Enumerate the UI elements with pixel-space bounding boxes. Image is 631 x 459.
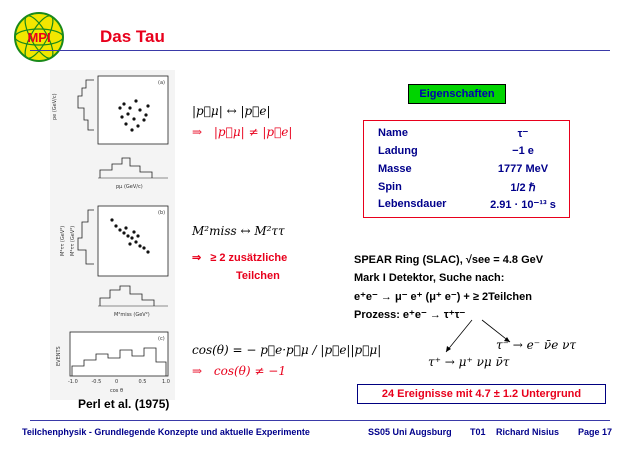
angle-result-text: cos(θ) ≠ −1 xyxy=(213,364,286,378)
experiment-line: SPEAR Ring (SLAC), √see = 4.8 GeV xyxy=(354,254,544,266)
momentum-result xyxy=(192,125,292,139)
property-key: Masse xyxy=(378,163,412,175)
experiment-line: e⁺e⁻ → μ⁻ e⁺ (μ⁺ e⁻) + ≥ 2Teilchen xyxy=(354,291,532,303)
process-line: Prozess: e⁺e⁻ → τ⁺τ⁻ xyxy=(354,309,466,321)
svg-text:pe (GeV/c): pe (GeV/c) xyxy=(52,93,58,120)
mass-result xyxy=(192,251,287,264)
svg-text:cos θ: cos θ xyxy=(110,388,124,394)
citation: Perl et al. (1975) xyxy=(78,397,170,411)
angle-formula: cos(θ) = − p⃗e·p⃗μ / |p⃗e||p⃗μ| xyxy=(192,343,382,357)
implies-arrow: ⇒ xyxy=(192,125,203,139)
property-key: Spin xyxy=(378,181,402,193)
x-tick-label: 0 xyxy=(115,379,119,385)
properties-box xyxy=(363,120,570,218)
mass-comparison: M²miss ↔ M²ττ xyxy=(192,224,285,238)
property-row xyxy=(378,181,558,198)
mass-result-text: ≥ 2 zusätzliche xyxy=(210,252,288,264)
x-tick-label: -0.5 xyxy=(91,379,102,385)
x-tick-label: 0.5 xyxy=(138,379,147,385)
property-row xyxy=(378,163,558,180)
page-title: Das Tau xyxy=(100,27,165,46)
footer-divider xyxy=(30,420,610,421)
svg-text:pμ (GeV/c): pμ (GeV/c) xyxy=(116,184,143,190)
footer-code: T01 xyxy=(470,427,486,437)
property-value: 1777 MeV xyxy=(497,163,549,175)
svg-text:M²ττ (GeV²): M²ττ (GeV²) xyxy=(70,225,76,256)
footer-author: Richard Nisius xyxy=(496,427,560,437)
property-row xyxy=(378,127,558,144)
implies-arrow: ⇒ xyxy=(192,252,202,264)
property-value: 2.91 · 10⁻¹³ s xyxy=(490,199,556,211)
property-row xyxy=(378,198,558,215)
footer-semester: SS05 Uni Augsburg xyxy=(368,427,452,437)
footer-page: Page 17 xyxy=(578,427,613,437)
svg-text:(b): (b) xyxy=(158,210,166,216)
momentum-result-text: |p⃗μ| ≠ |p⃗e| xyxy=(213,125,293,139)
perl-plots-figure xyxy=(50,70,175,400)
property-row xyxy=(378,145,558,162)
svg-text:(c): (c) xyxy=(158,336,165,342)
property-value: −1 e xyxy=(512,145,534,157)
experiment-line: Mark I Detektor, Suche nach: xyxy=(354,272,505,284)
svg-text:EVENTS: EVENTS xyxy=(56,346,62,366)
header-divider xyxy=(30,50,610,51)
svg-text:M²miss (GeV²): M²miss (GeV²) xyxy=(114,312,150,318)
property-value: τ⁻ xyxy=(517,128,529,140)
x-tick-label: -1.0 xyxy=(68,379,78,385)
angle-result xyxy=(192,364,286,378)
mass-result-line2: Teilchen xyxy=(236,270,280,282)
property-value: 1/2 ℏ xyxy=(510,182,536,194)
properties-badge: Eigenschaften xyxy=(408,84,506,104)
svg-text:(a): (a) xyxy=(158,80,165,86)
footer-course: Teilchenphysik - Grundlegende Konzepte und aktuelle Experimente xyxy=(22,427,310,437)
momentum-comparison: |p⃗μ| ↔ |p⃗e| xyxy=(192,104,271,118)
svg-text:MPI: MPI xyxy=(27,30,51,45)
implies-arrow: ⇒ xyxy=(192,364,203,378)
property-key: Lebensdauer xyxy=(378,198,447,210)
events-result-box: 24 Ereignisse mit 4.7 ± 1.2 Untergrund xyxy=(357,384,606,404)
property-key: Ladung xyxy=(378,145,418,157)
tau-plus-decay: τ⁺ → μ⁺ νμ ν̄τ xyxy=(428,355,510,369)
mpi-logo xyxy=(12,10,66,64)
property-key: Name xyxy=(378,127,408,139)
tau-minus-decay: τ⁻ → e⁻ ν̄e ντ xyxy=(496,338,577,352)
svg-text:M²ττ (GeV²): M²ττ (GeV²) xyxy=(60,225,66,256)
x-tick-label: 1.0 xyxy=(162,379,170,385)
